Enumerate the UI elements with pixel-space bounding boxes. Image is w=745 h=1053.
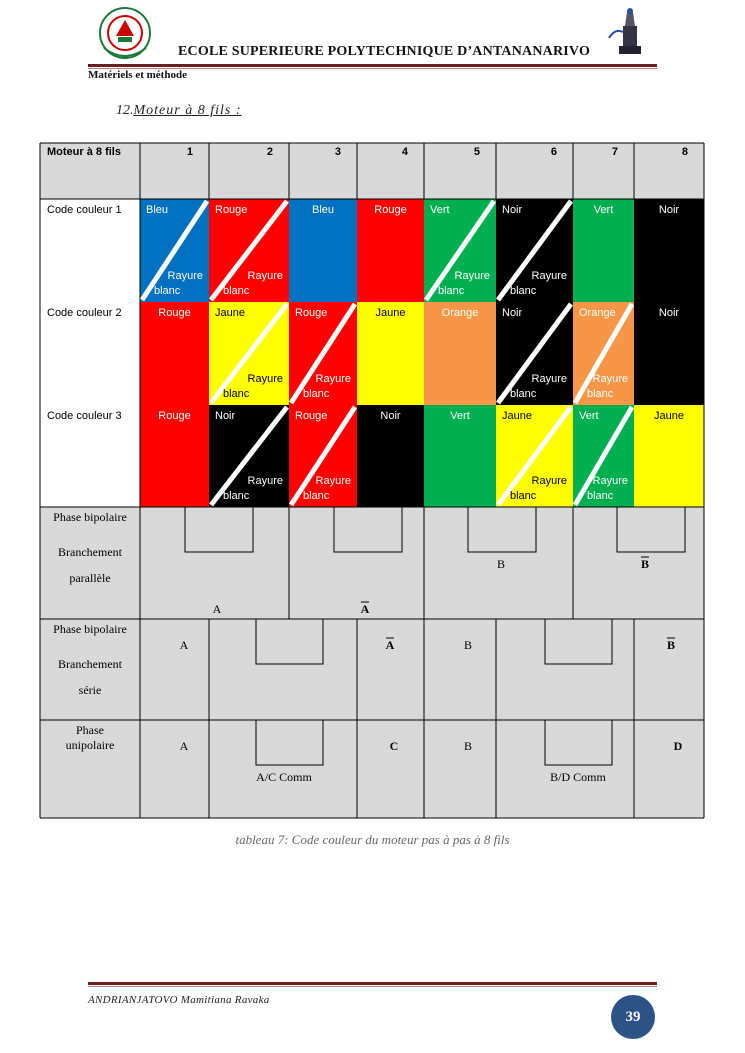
wire-color-name: Rouge [158,307,191,319]
phase-parallel-pin-label: B [496,557,506,571]
wire-color-name: Jaune [654,410,684,422]
wire-color-name: Bleu [146,204,169,216]
column-header-7: 7 [611,146,618,158]
stripe-label: Rayure [247,270,283,282]
wire-color-name: Rouge [158,410,191,422]
table-caption: tableau 7: Code couleur du moteur pas à pas à 8 fils [235,832,510,847]
stripe-label: blanc [587,490,614,502]
phase-uni-pin-label: C [389,739,399,753]
wire-color-name: Orange [441,307,479,319]
phase-uni-pin-label: A [179,739,189,753]
section-label: Matériels et méthode [88,69,187,81]
phase-uni-pin-label: D [673,739,683,753]
stripe-label: Rayure [315,373,351,385]
stripe-label: Rayure [592,373,628,385]
phase-serie-pin-label: B [666,638,676,652]
stripe-label: Rayure [592,475,628,487]
wire-color-name: Noir [658,307,680,319]
stripe-label: blanc [303,490,330,502]
common-label-ac: A/C Comm [256,770,312,784]
stripe-label: Rayure [531,475,567,487]
stripe-label: blanc [510,490,537,502]
wire-color-name: Rouge [215,204,248,216]
column-header-5: 5 [473,146,480,158]
wire-color-name: Noir [502,307,523,319]
stripe-label: blanc [223,490,250,502]
column-header-4: 4 [401,146,408,158]
phase-uni-label-2: unipolaire [65,738,115,752]
stripe-label: Rayure [454,270,490,282]
column-header-8: 8 [681,146,688,158]
stripe-label: Rayure [247,475,283,487]
row-label-color-1: Code couleur 1 [47,204,122,216]
column-header-1: 1 [186,146,193,158]
wire-color-name: Noir [502,204,523,216]
common-label-bd: B/D Comm [550,770,606,784]
phase-parallel-label-2: Branchement [58,545,122,559]
column-header-2: 2 [266,146,273,158]
stripe-label: blanc [510,388,537,400]
wire-color-name: Orange [579,307,616,319]
wire-color-name: Rouge [374,204,407,216]
phase-parallel-pin-label: A [212,602,222,616]
column-header-6: 6 [550,146,557,158]
wire-color-name: Noir [215,410,236,422]
phase-parallel-pin-label: B [640,557,650,571]
stripe-label: blanc [438,285,465,297]
stripe-label: Rayure [167,270,203,282]
footer-rule-thin [88,986,657,987]
wire-color-name: Vert [430,204,450,216]
author-name: ANDRIANJATOVO Mamitiana Ravaka [88,994,270,1006]
footer-rule [88,982,657,985]
wire-color-name: Jaune [375,307,406,319]
phase-serie-pin-label: B [463,638,473,652]
phase-serie-label-3: série [78,683,102,697]
heading-title: Moteur à 8 fils : [133,103,242,118]
phase-uni-pin-label: B [463,739,473,753]
wire-color-name: Jaune [502,410,532,422]
stripe-label: blanc [223,285,250,297]
stripe-label: Rayure [531,270,567,282]
stripe-label: Rayure [315,475,351,487]
stripe-label: blanc [587,388,614,400]
phase-parallel-pin-label: A [360,602,370,616]
stripe-label: blanc [510,285,537,297]
wire-color-name: Vert [579,410,599,422]
wire-color-name: Vert [593,204,614,216]
phase-serie-label-2: Branchement [58,657,122,671]
column-header-3: 3 [334,146,341,158]
stripe-label: blanc [303,388,330,400]
wire-color-name: Jaune [215,307,245,319]
phase-uni-label-1: Phase [76,723,104,737]
wire-color-name: Bleu [311,204,335,216]
phase-serie-pin-label: A [385,638,395,652]
page-number-badge: 39 [611,995,655,1039]
heading-number: 12. [116,103,134,118]
stripe-label: Rayure [247,373,283,385]
header-row-bg [140,143,704,199]
wire-color-name: Rouge [295,307,328,319]
header-corner-label: Moteur à 8 fils [47,146,121,158]
phase-serie-label-1: Phase bipolaire [53,622,127,636]
row-label-color-3: Code couleur 3 [47,410,122,422]
school-name: ECOLE SUPERIEURE POLYTECHNIQUE D’ANTANANARIVO [178,44,591,59]
wire-color-name: Noir [658,204,680,216]
wire-color-name: Noir [380,410,401,422]
wire-color-name: Vert [450,410,470,422]
phase-parallel-label-3: parallèle [69,571,111,585]
row-label-color-2: Code couleur 2 [47,307,122,319]
stripe-label: blanc [154,285,181,297]
stripe-label: Rayure [531,373,567,385]
phase-serie-pin-label: A [179,638,189,652]
stripe-label: blanc [223,388,250,400]
phase-parallel-label-1: Phase bipolaire [53,510,127,524]
wire-color-name: Rouge [295,410,328,422]
